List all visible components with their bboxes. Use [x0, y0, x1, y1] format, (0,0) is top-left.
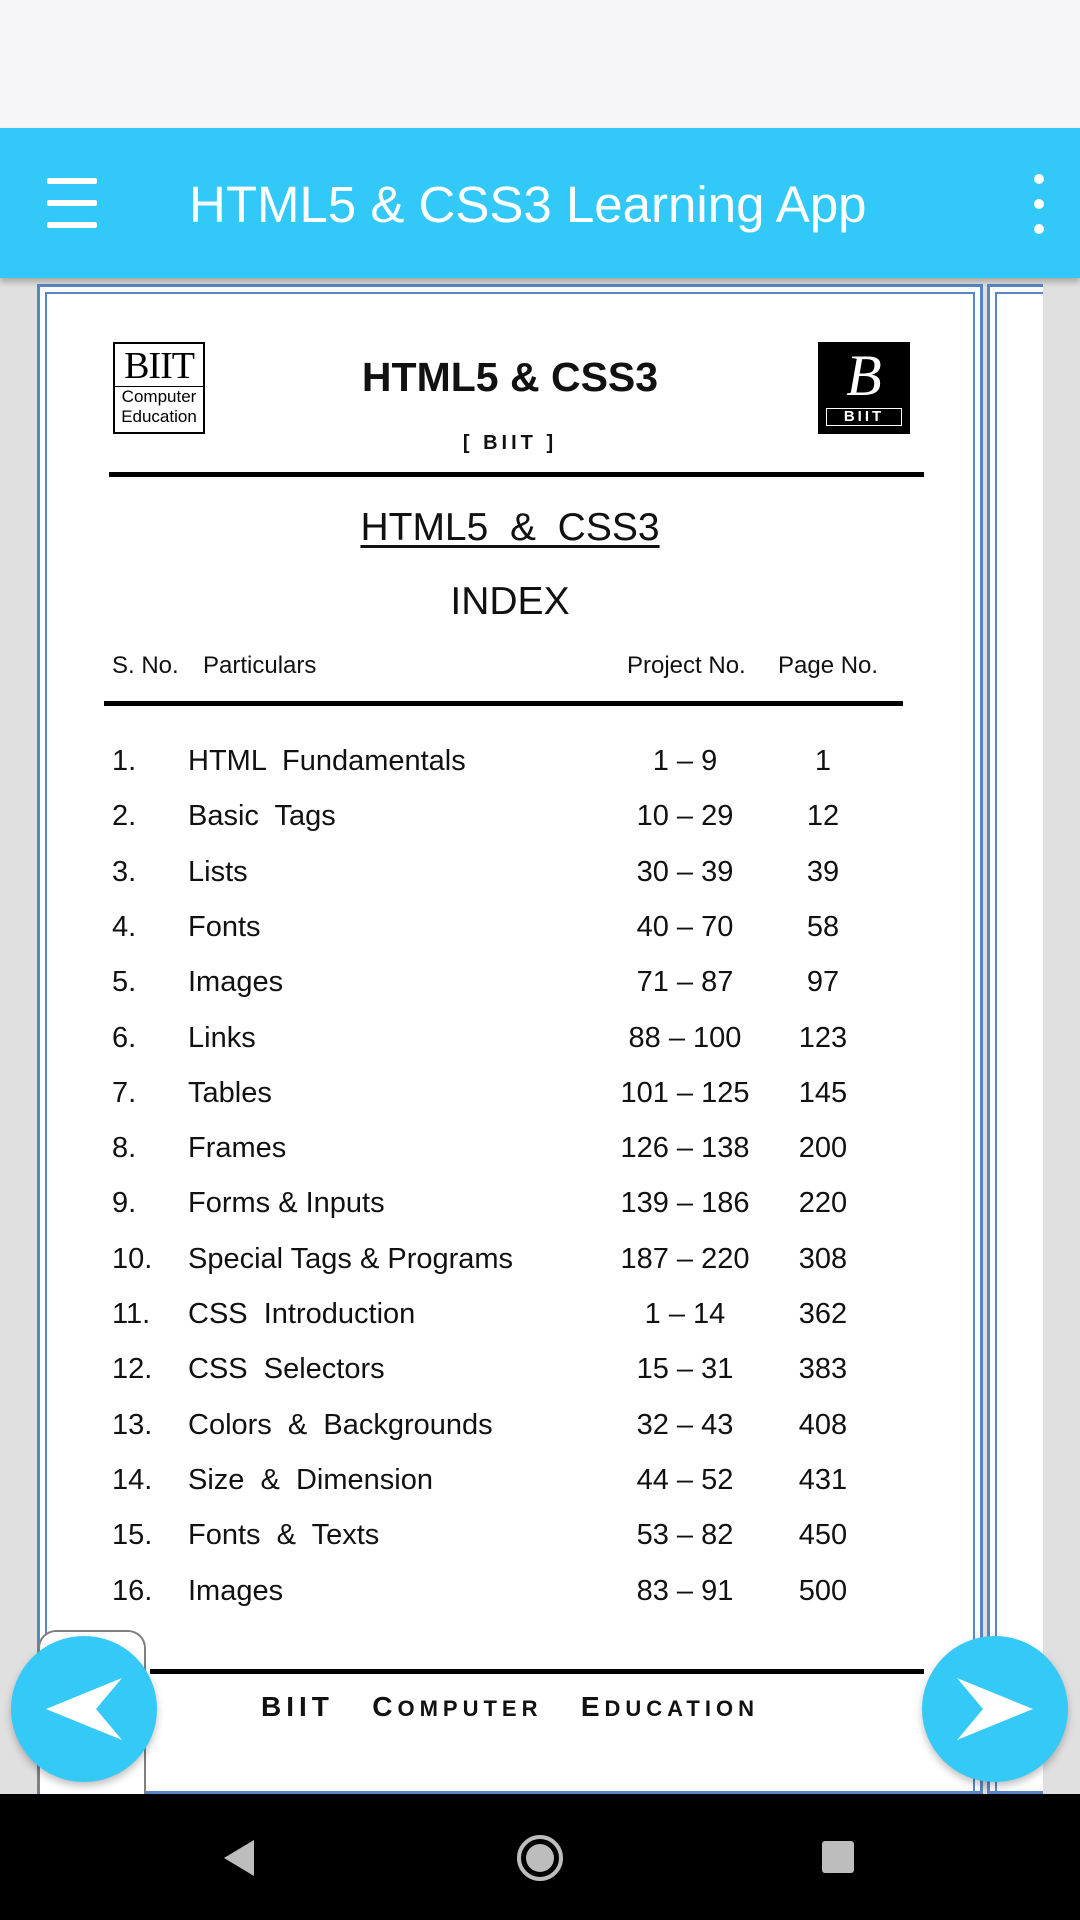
row-number: 1.: [112, 745, 137, 777]
table-row: [0, 1353, 1080, 1393]
row-page-number: 308: [798, 1243, 848, 1275]
footer-divider: [150, 1669, 924, 1674]
row-particular: Tables: [188, 1077, 272, 1109]
header-divider: [109, 472, 924, 477]
row-project-range: 32 – 43: [636, 1409, 734, 1441]
row-project-range: 1 – 9: [652, 745, 718, 777]
row-page-number: 408: [798, 1409, 848, 1441]
row-particular: Fonts & Texts: [188, 1519, 380, 1551]
table-row: [0, 1243, 1080, 1283]
document-header-title: HTML5 & CSS3: [361, 354, 659, 400]
nav-back-icon[interactable]: [222, 1838, 256, 1878]
app-title: HTML5 & CSS3 Learning App: [189, 176, 867, 233]
row-number: 14.: [112, 1464, 153, 1496]
row-project-range: 126 – 138: [620, 1132, 750, 1164]
row-page-number: 12: [806, 800, 840, 832]
row-particular: HTML Fundamentals: [188, 745, 466, 777]
table-row: [0, 1464, 1080, 1504]
table-row: [0, 911, 1080, 951]
row-particular: Forms & Inputs: [188, 1187, 385, 1219]
table-row: [0, 1132, 1080, 1172]
row-number: 15.: [112, 1519, 153, 1551]
table-row: [0, 800, 1080, 840]
more-vert-icon[interactable]: [1018, 168, 1058, 240]
row-number: 2.: [112, 800, 137, 832]
column-header-project: Project No.: [627, 652, 746, 679]
previous-page-button[interactable]: [11, 1636, 157, 1782]
row-project-range: 44 – 52: [636, 1464, 734, 1496]
row-particular: Images: [188, 966, 284, 998]
row-particular: Links: [188, 1022, 256, 1054]
nav-recents-icon[interactable]: [822, 1841, 854, 1873]
table-row: [0, 1298, 1080, 1338]
row-project-range: 30 – 39: [636, 856, 734, 888]
row-project-range: 101 – 125: [620, 1077, 750, 1109]
arrow-right-icon: [955, 1676, 1035, 1742]
row-project-range: 40 – 70: [636, 911, 734, 943]
row-page-number: 39: [806, 856, 840, 888]
row-number: 11.: [112, 1298, 151, 1330]
row-number: 10.: [112, 1243, 153, 1275]
column-header-page: Page No.: [778, 652, 879, 679]
table-row: [0, 745, 1080, 785]
row-page-number: 500: [798, 1575, 848, 1607]
book-title: HTML5 & CSS3: [360, 506, 660, 549]
table-row: [0, 966, 1080, 1006]
table-row: [0, 1022, 1080, 1062]
row-project-range: 10 – 29: [636, 800, 734, 832]
row-particular: Colors & Backgrounds: [188, 1409, 493, 1441]
next-page-button[interactable]: [922, 1636, 1068, 1782]
row-page-number: 58: [806, 911, 840, 943]
row-particular: Frames: [188, 1132, 287, 1164]
table-row: [0, 1519, 1080, 1559]
row-number: 7.: [112, 1077, 137, 1109]
row-project-range: 71 – 87: [636, 966, 734, 998]
table-row: [0, 856, 1080, 896]
row-project-range: 139 – 186: [620, 1187, 750, 1219]
row-project-range: 15 – 31: [636, 1353, 734, 1385]
row-page-number: 200: [798, 1132, 848, 1164]
columns-divider: [104, 701, 903, 706]
row-number: 3.: [112, 856, 137, 888]
table-row: [0, 1077, 1080, 1117]
row-page-number: 145: [798, 1077, 848, 1109]
row-number: 6.: [112, 1022, 137, 1054]
row-page-number: 97: [806, 966, 840, 998]
row-particular: Size & Dimension: [188, 1464, 433, 1496]
biit-logo-right: B BIIT: [818, 342, 910, 434]
footer-text: BIIT COMPUTER EDUCATION: [261, 1691, 759, 1722]
row-page-number: 450: [798, 1519, 848, 1551]
table-row: [0, 1409, 1080, 1449]
row-page-number: 123: [798, 1022, 848, 1054]
row-page-number: 220: [798, 1187, 848, 1219]
column-header-particulars: Particulars: [203, 652, 317, 679]
row-number: 16.: [112, 1575, 153, 1607]
row-number: 13.: [112, 1409, 153, 1441]
nav-home-icon[interactable]: [516, 1834, 564, 1882]
row-number: 8.: [112, 1132, 137, 1164]
row-particular: Basic Tags: [188, 800, 336, 832]
row-number: 12.: [112, 1353, 153, 1385]
row-project-range: 53 – 82: [636, 1519, 734, 1551]
row-number: 5.: [112, 966, 137, 998]
row-page-number: 383: [798, 1353, 848, 1385]
app-bar: [0, 128, 1080, 278]
table-row: [0, 1575, 1080, 1615]
row-number: 4.: [112, 911, 137, 943]
row-page-number: 362: [798, 1298, 848, 1330]
column-header-sno: S. No.: [112, 652, 179, 679]
row-project-range: 187 – 220: [620, 1243, 750, 1275]
document-header-subtitle: [ BIIT ]: [462, 432, 558, 454]
row-particular: Special Tags & Programs: [188, 1243, 514, 1275]
row-particular: Lists: [188, 856, 248, 888]
row-page-number: 1: [814, 745, 832, 777]
table-row: [0, 1187, 1080, 1227]
row-page-number: 431: [798, 1464, 848, 1496]
row-particular: Images: [188, 1575, 284, 1607]
status-bar: [0, 0, 1080, 128]
arrow-left-icon: [44, 1676, 124, 1742]
row-particular: CSS Selectors: [188, 1353, 385, 1385]
index-heading: INDEX: [450, 580, 570, 623]
row-number: 9.: [112, 1187, 137, 1219]
hamburger-menu-icon[interactable]: [44, 176, 100, 230]
row-project-range: 83 – 91: [636, 1575, 734, 1607]
row-particular: CSS Introduction: [188, 1298, 416, 1330]
biit-logo-left: BIIT Computer Education: [113, 342, 205, 434]
row-project-range: 88 – 100: [628, 1022, 742, 1054]
row-particular: Fonts: [188, 911, 261, 943]
row-project-range: 1 – 14: [644, 1298, 726, 1330]
